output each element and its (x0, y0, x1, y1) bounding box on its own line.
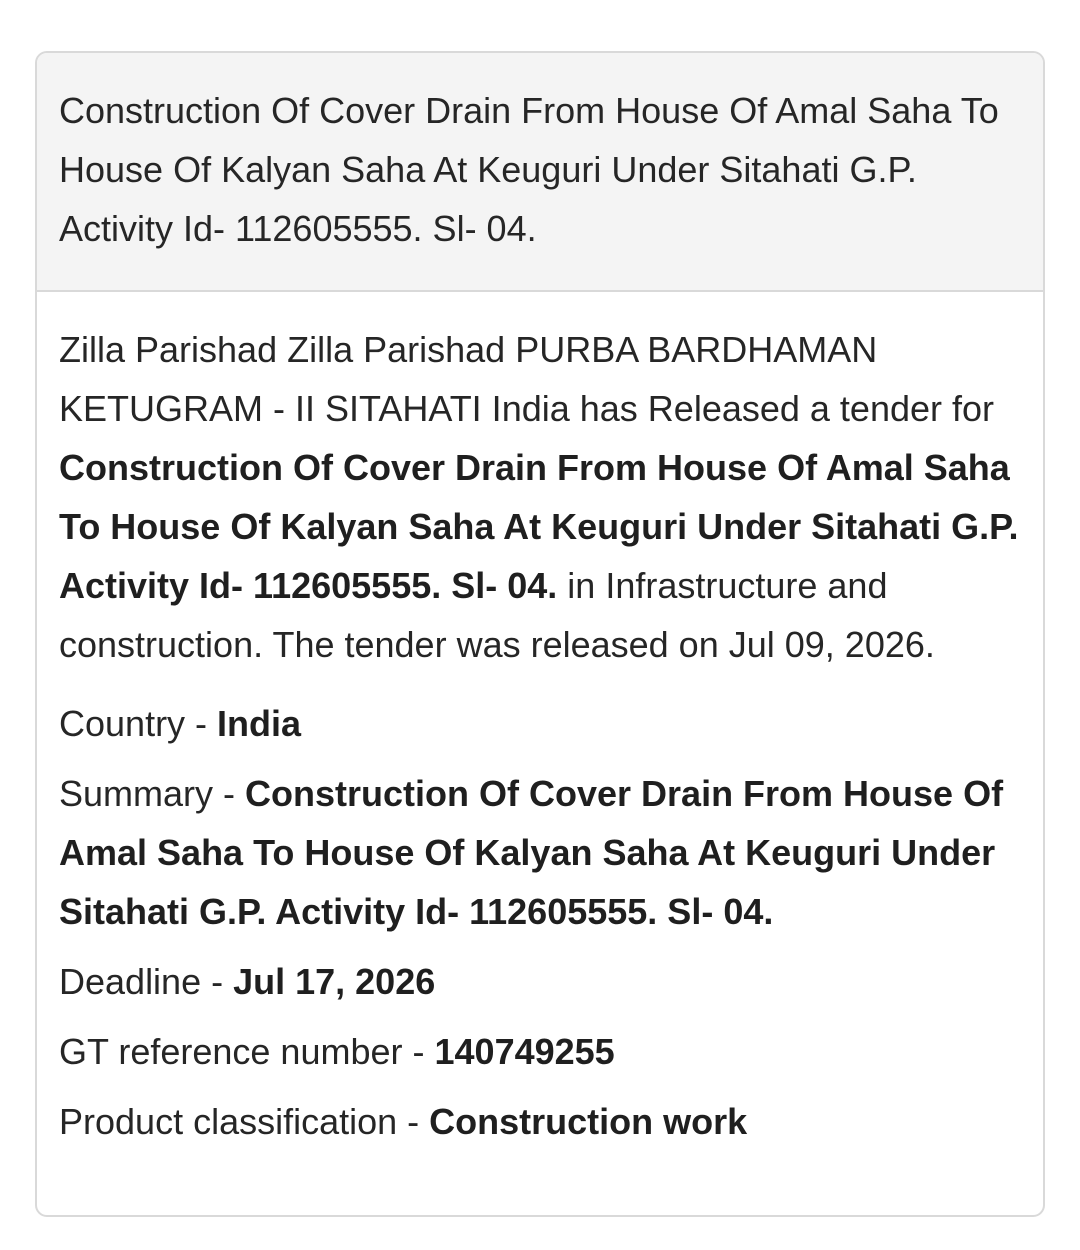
gt-reference-value: 140749255 (434, 1031, 615, 1072)
country-value: India (217, 703, 302, 744)
description-suffix: in Infrastructure and construction. The tender was released on Jul 09, 2026. (59, 565, 935, 665)
summary-label: Summary - (59, 773, 246, 814)
summary-value: Construction Of Cover Drain From House Of Amal Saha To House Of Kalyan Saha At Keuguri Under Sitahati G.P. Activity Id- 112605555. Sl- 04. (59, 773, 1004, 932)
description-tender-name: Construction Of Cover Drain From House Of Amal Saha To House Of Kalyan Saha At Keuguri Under Sitahati G.P. Activity Id- 112605555. Sl- 04. (59, 447, 1019, 606)
country-label: Country - (59, 703, 218, 744)
gt-reference-label: GT reference number - (59, 1031, 435, 1072)
description-prefix: Zilla Parishad Zilla Parishad PURBA BARDHAMAN KETUGRAM - II SITAHATI India has Released a tender for (59, 329, 995, 429)
country-row (59, 694, 1021, 753)
gt-reference-row (59, 1022, 1021, 1081)
summary-row (59, 764, 1021, 941)
deadline-label: Deadline - (59, 961, 234, 1002)
product-classification-label: Product classification - (59, 1101, 430, 1142)
tender-description (59, 320, 1021, 674)
tender-card (35, 51, 1045, 1217)
tender-details (37, 292, 1043, 1151)
tender-title: Construction Of Cover Drain From House Of Amal Saha To House Of Kalyan Saha At Keuguri Under Sitahati G.P. Activity Id- 112605555. Sl- 04. (37, 53, 1043, 292)
product-classification-value: Construction work (429, 1101, 748, 1142)
deadline-value: Jul 17, 2026 (233, 961, 436, 1002)
product-classification-row (59, 1092, 1021, 1151)
deadline-row (59, 952, 1021, 1011)
